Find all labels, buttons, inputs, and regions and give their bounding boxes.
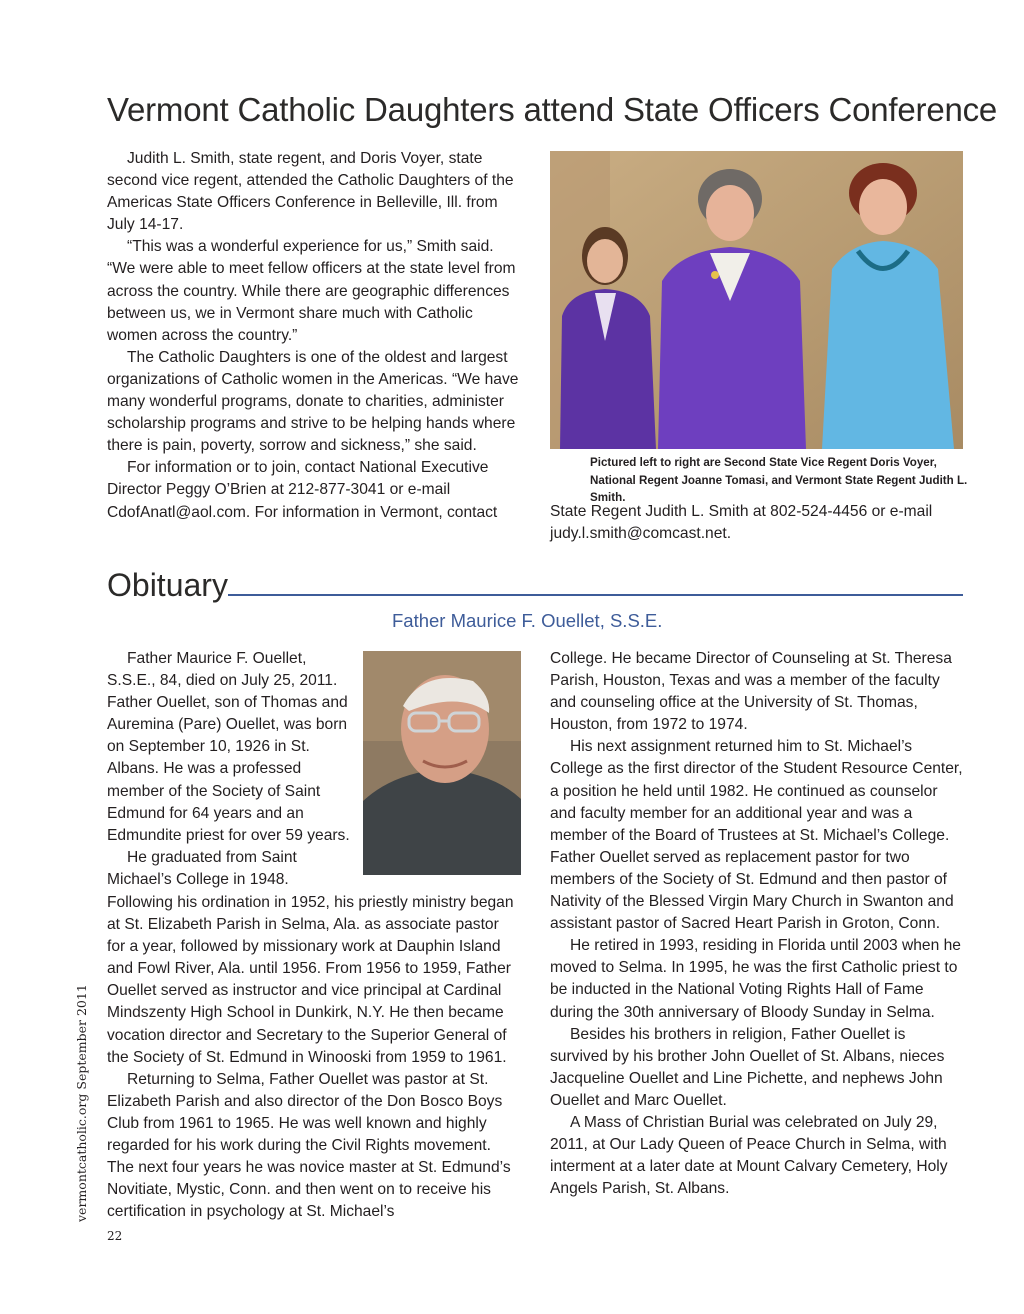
portrait-photo	[363, 651, 521, 875]
article-paragraph: The Catholic Daughters is one of the oldest and largest organizations of Catholic women in the Americas. “We have many wonderful programs, donate to charities, administer scholarship programs and strive to be helping hands where there is pain, poverty, sorrow and sickness,” she said.	[107, 348, 519, 455]
obituary-paragraph: He retired in 1993, residing in Florida until 2003 when he moved to Selma. In 1995, he was the first Catholic priest to be inducted in the National Voting Rights Hall of Fame during the 30th anniversary of Bloody Sunday in Selma.	[550, 937, 961, 1021]
group-photo-image	[550, 151, 963, 449]
obituary-paragraph: Following his ordination in 1952, his priestly ministry began at St. Elizabeth Parish in Selma, Ala. as associate pastor for a year, followed by missionary work at Dauphin Island and Fowl River, Ala. until 1956. From 1956 to 1959, Father Ouellet served as instructor and vice principal at Cardinal Mindszenty High School in Dunkirk, N.Y. He then became vocation director and Secretary to the Superior General of the Society of St. Edmund in Winooski from 1959 to 1961.	[107, 894, 514, 1066]
obituary-paragraph: College. He became Director of Counseling at St. Theresa Parish, Houston, Texas and was a member of the faculty and counseling office at the University of St. Thomas, Houston, from 1972 to 1974.	[550, 650, 952, 734]
obituary-paragraph: His next assignment returned him to St. Michael’s College as the first director of the Student Resource Center, a position he held until 1982. He continued as counselor and faculty member for an additional year and was a member of the Board of Trustees at St. Michael’s College. Father Ouellet served as replacement pastor for two members of the Society of St. Edmund and then pastor of Nativity of the Blessed Virgin Mary Church in Swanton and assistant pastor of Sacred Heart Parish in Groton, Conn.	[550, 738, 963, 933]
obituary-paragraph: Father Maurice F. Ouellet, S.S.E., 84, died on July 25, 2011. Father Ouellet, son of Thomas and Auremina (Pare) Ouellet, was born on September 10, 1926 in St. Albans. He was a professed member of the Society of Saint Edmund for 64 years and an Edmundite priest for over 59 years.	[107, 650, 350, 844]
sidebar-site-date: vermontcatholic.org September 2011	[74, 984, 89, 1222]
group-photo	[550, 151, 963, 449]
article-left-column	[107, 148, 519, 524]
page-number: 22	[107, 1229, 123, 1243]
portrait-photo-image	[363, 651, 521, 875]
obituary-paragraph: Returning to Selma, Father Ouellet was pastor at St. Elizabeth Parish and also director of the Don Bosco Boys Club from 1961 to 1965. He was well known and highly regarded for his work during the Civil Rights movement. The next four years he was novice master at St. Edmund’s Novitiate, Mystic, Conn. and then went on to receive his certification in psychology at St. Michael’s	[107, 1070, 511, 1221]
obituary-subheading: Father Maurice F. Ouellet, S.S.E.	[392, 610, 663, 631]
obituary-right-column	[550, 648, 963, 1200]
obituary-heading: Obituary	[107, 567, 228, 603]
obituary-narrow-column	[107, 648, 352, 891]
article-right-column	[550, 501, 963, 545]
obituary-paragraph: He graduated from Saint Michael’s College in 1948.	[107, 848, 297, 888]
photo-caption: Pictured left to right are Second State Vice Regent Doris Voyer, National Regent Joanne Tomasi, and Vermont State Regent Judith L. Smith.	[590, 456, 968, 505]
article-headline: Vermont Catholic Daughters attend State Officers Conference	[107, 91, 998, 128]
obituary-paragraph: A Mass of Christian Burial was celebrated on July 29, 2011, at Our Lady Queen of Peace Church in Selma, with interment at a later date at Mount Calvary Cemetery, Holy Angels Parish, St. Albans.	[550, 1113, 948, 1198]
article-paragraph: Judith L. Smith, state regent, and Doris Voyer, state second vice regent, attended the Catholic Daughters of the Americas State Officers Conference in Belleville, Ill. from July 14-17.	[107, 150, 514, 234]
article-paragraph: “This was a wonderful experience for us,” Smith said. “We were able to meet fellow officers at the state level from across the country. While there are geographic differences between us, we in Vermont share much with Catholic women across the country.”	[107, 238, 516, 344]
article-paragraph: For information or to join, contact National Executive Director Peggy O’Brien at 212-877-3041 or e-mail CdofAnatl@aol.com. For information in Vermont, contact	[107, 459, 498, 521]
obituary-paragraph: Besides his brothers in religion, Father Ouellet is survived by his brother John Ouellet of St. Albans, nieces Jacqueline Ouellet and Line Pichette, and nephews John Ouellet and Marc Ouellet.	[550, 1025, 945, 1109]
article-paragraph: State Regent Judith L. Smith at 802-524-4456 or e-mail judy.l.smith@comcast.net.	[550, 503, 933, 543]
obituary-rule	[228, 594, 963, 596]
obituary-left-column	[107, 892, 521, 1223]
